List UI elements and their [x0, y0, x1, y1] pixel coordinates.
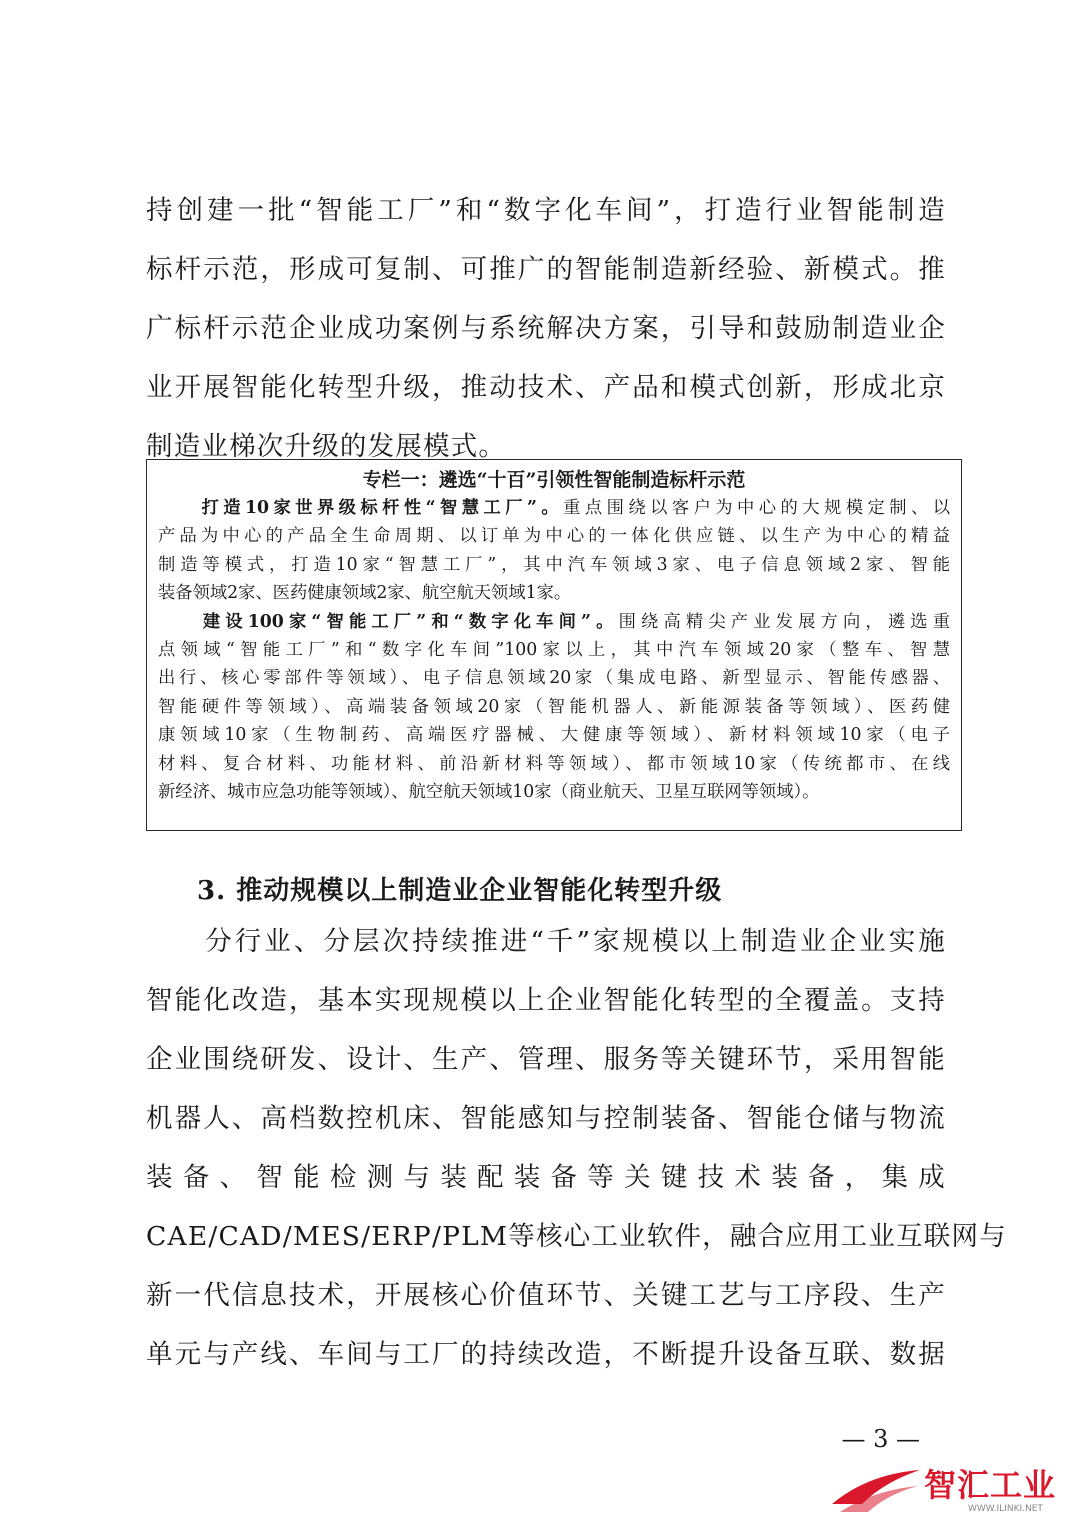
text-line: 分行业、分层次持续推进“千”家规模以上制造业企业实施 [146, 926, 946, 957]
text-span: 围绕高精尖产业发展方向，遴选重 [618, 611, 950, 632]
text-line: 装备、智能检测与装配装备等关键技术装备，集成 [146, 1162, 946, 1193]
watermark-text: 智汇工业 [924, 1466, 1057, 1504]
lead-text: 建设100家“智能工厂”和“数字化车间”。 [202, 611, 619, 632]
text-line: CAE/CAD/MES/ERP/PLM等核心工业软件，融合应用工业互联网与 [146, 1221, 1007, 1252]
page-number: — 3 — [841, 1425, 920, 1453]
text-line [158, 494, 950, 522]
lead-text: 打造10家世界级标杆性“智慧工厂”。 [201, 498, 564, 518]
text-line: 业开展智能化转型升级，推动技术、产品和模式创新，形成北京 [146, 372, 946, 403]
text-line: 康领域10家（生物制药、高端医疗器械、大健康等领域）、新材料领域10家（电子 [158, 725, 950, 746]
text-line: 机器人、高档数控机床、智能感知与控制装备、智能仓储与物流 [146, 1103, 946, 1134]
text-line: 产品为中心的产品全生命周期、以订单为中心的一体化供应链、以生产为中心的精益 [158, 526, 950, 547]
paragraph-intro [146, 181, 946, 476]
column-box [146, 459, 962, 831]
text-line: 制造等模式，打造10家“智慧工厂”，其中汽车领域3家、电子信息领域2家、智能 [158, 554, 950, 575]
text-line: 点领域“智能工厂”和“数字化车间”100家以上，其中汽车领域20家（整车、智慧 [158, 639, 950, 660]
text-span: 重点围绕以客户为中心的大规模定制、以 [563, 498, 950, 518]
watermark-logo [828, 1460, 1068, 1522]
text-line: 出行、核心零部件等领域）、电子信息领域20家（集成电路、新型显示、智能传感器、 [158, 668, 950, 689]
swoosh-icon [828, 1464, 924, 1516]
text-line: 广标杆示范企业成功案例与系统解决方案，引导和鼓励制造业企 [146, 313, 946, 344]
text-line: 材料、复合材料、功能材料、前沿新材料等领域）、都市领域10家（传统都市、在线 [158, 753, 950, 774]
paragraph-section-3 [146, 912, 1007, 1384]
text-line: 企业围绕研发、设计、生产、管理、服务等关键环节，采用智能 [146, 1044, 946, 1075]
text-line: 制造业梯次升级的发展模式。 [146, 431, 507, 462]
text-line: 新经济、城市应急功能等领域）、航空航天领域10家（商业航天、卫星互联网等领域）。 [158, 781, 820, 802]
text-line: 单元与产线、车间与工厂的持续改造，不断提升设备互联、数据 [146, 1339, 946, 1370]
watermark-url: WWW.ILINKI.NET [968, 1504, 1043, 1514]
text-line: 标杆示范，形成可复制、可推广的智能制造新经验、新模式。推 [146, 254, 946, 285]
text-line: 新一代信息技术，开展核心价值环节、关键工艺与工序段、生产 [146, 1280, 946, 1311]
text-line: 持创建一批“智能工厂”和“数字化车间”，打造行业智能制造 [146, 195, 946, 226]
text-line: 智能化改造，基本实现规模以上企业智能化转型的全覆盖。支持 [146, 985, 946, 1016]
column-box-title: 专栏一：遴选“十百”引领性智能制造标杆示范 [362, 469, 746, 491]
section-heading: 3. 推动规模以上制造业企业智能化转型升级 [197, 876, 723, 906]
text-line: 装备领域2家、医药健康领域2家、航空航天领域1家。 [158, 583, 572, 604]
text-line [158, 608, 950, 636]
column-box-body [158, 494, 950, 806]
text-line: 智能硬件等领域）、高端装备领域20家（智能机器人、新能源装备等领域）、医药健 [158, 696, 950, 717]
